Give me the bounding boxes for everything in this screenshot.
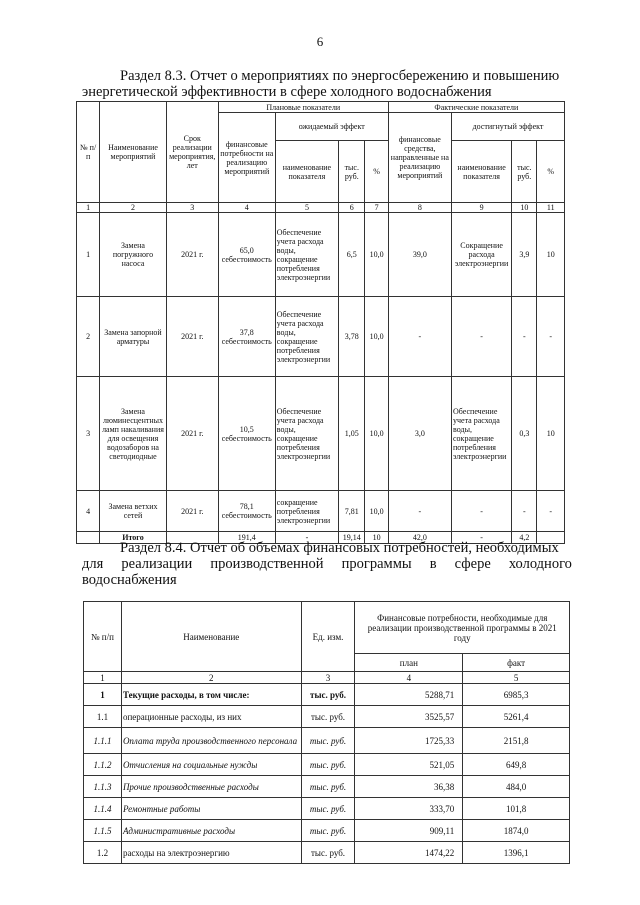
cell-plan: 333,70 (355, 798, 463, 820)
header-unit: Ед. изм. (301, 602, 355, 672)
cell-fact: 484,0 (463, 776, 570, 798)
cell-fin: 78,1 себестоимость (218, 491, 275, 532)
cell-no: 1 (84, 684, 122, 706)
col-number: 10 (512, 203, 537, 213)
col-number: 9 (452, 203, 512, 213)
col-number: 3 (166, 203, 218, 213)
cell-plan: 36,38 (355, 776, 463, 798)
cell-no: 1.2 (84, 842, 122, 864)
cell-name: Отчисления на социальные нужды (121, 754, 301, 776)
header-planned: Плановые показатели (218, 102, 388, 113)
header-ach-name: наименование показателя (452, 141, 512, 203)
cell-no: 1.1.2 (84, 754, 122, 776)
table-row (77, 491, 565, 532)
cell-ach: Сокращение расхода электроэнергии (452, 213, 512, 297)
cell-unit: тыс. руб. (301, 728, 355, 754)
table-row (84, 842, 570, 864)
table-row (77, 297, 565, 377)
cell-pct: 10,0 (365, 491, 388, 532)
col-number: 5 (463, 672, 570, 684)
table-row (84, 754, 570, 776)
col-number: 7 (365, 203, 388, 213)
cell-plan: 1474,22 (355, 842, 463, 864)
cell-ths: 1,05 (339, 377, 365, 491)
cell-name: Замена запорной арматуры (100, 297, 167, 377)
cell-name: Прочие производственные расходы (121, 776, 301, 798)
header-ach-ths: тыс. руб. (512, 141, 537, 203)
cell-ths: 3,78 (339, 297, 365, 377)
cell-no: 1.1.3 (84, 776, 122, 798)
cell-fact: 3,0 (388, 377, 451, 491)
col-number: 1 (77, 203, 100, 213)
col-number: 11 (537, 203, 565, 213)
cell-effect: Обеспечение учета расхода воды, сокращение потребления электроэнергии (275, 213, 338, 297)
cell-name: Замена ветхих сетей (100, 491, 167, 532)
cell-name: Ремонтные работы (121, 798, 301, 820)
cell-no: 2 (77, 297, 100, 377)
cell-ach-pct: 10 (537, 213, 565, 297)
cell-effect: сокращение потребления электроэнергии (275, 491, 338, 532)
cell-ach-ths: - (512, 297, 537, 377)
cell-name: расходы на электроэнергию (121, 842, 301, 864)
total-ach-ths: 4,2 (512, 532, 537, 544)
table-row (77, 377, 565, 491)
title-word: в (429, 556, 437, 572)
cell-pct: 10,0 (365, 297, 388, 377)
total-label: Итого (100, 532, 167, 544)
page-number: 6 (316, 34, 324, 49)
cell-no: 1.1 (84, 706, 122, 728)
table-row (84, 684, 570, 706)
cell-fin: 10,5 себестоимость (218, 377, 275, 491)
header-ach-pct: % (537, 141, 565, 203)
cell-name: Замена люминесцентных ламп накаливания для освещения водозаборов на светодиодные (100, 377, 167, 491)
header-actual: Фактические показатели (388, 102, 564, 113)
cell-name: Оплата труда производственного персонала (121, 728, 301, 754)
table-row (84, 798, 570, 820)
header-achieved: достигнутый эффект (452, 113, 565, 141)
cell-effect: Обеспечение учета расхода воды, сокращение потребления электроэнергии (275, 377, 338, 491)
cell-ach: Обеспечение учета расхода воды, сокращение потребления электроэнергии (452, 377, 512, 491)
table-row (84, 820, 570, 842)
title-line: водоснабжения (82, 572, 177, 588)
title-word: холодного (508, 556, 572, 572)
cell-ach-pct: 10 (537, 377, 565, 491)
cell-fact: 101,8 (463, 798, 570, 820)
cell-term: 2021 г. (166, 297, 218, 377)
cell-unit: тыс. руб. (301, 754, 355, 776)
total-fact: 42,0 (388, 532, 451, 544)
header-fact: факт (463, 654, 570, 672)
cell-unit: тыс. руб. (301, 842, 355, 864)
header-expected: ожидаемый эффект (275, 113, 388, 141)
cell-ach-ths: 3,9 (512, 213, 537, 297)
cell-name: операционные расходы, из них (121, 706, 301, 728)
cell-no: 1.1.4 (84, 798, 122, 820)
cell-fact: 1396,1 (463, 842, 570, 864)
total-effect: - (275, 532, 338, 544)
col-number: 4 (355, 672, 463, 684)
header-pct: % (365, 141, 388, 203)
cell-no: 3 (77, 377, 100, 491)
financial-needs-table (83, 601, 570, 864)
table-row (84, 706, 570, 728)
col-number: 2 (100, 203, 167, 213)
cell-pct: 10,0 (365, 377, 388, 491)
title-word: программы (341, 556, 412, 572)
cell-ach: - (452, 491, 512, 532)
cell-fact: 649,8 (463, 754, 570, 776)
cell-fact: 5261,4 (463, 706, 570, 728)
cell-ach-pct: - (537, 297, 565, 377)
column-numbers-row (84, 672, 570, 684)
header-no: № п/п (84, 602, 122, 672)
cell-term: 2021 г. (166, 377, 218, 491)
col-number: 2 (121, 672, 301, 684)
header-name: Наименование (121, 602, 301, 672)
header-fin: Финансовые потребности, необходимые для реализации производственной программы в 2021 году (355, 602, 570, 654)
cell-plan: 5288,71 (355, 684, 463, 706)
cell-plan: 909,11 (355, 820, 463, 842)
cell-no: 1.1.5 (84, 820, 122, 842)
col-number: 5 (275, 203, 338, 213)
col-number: 6 (339, 203, 365, 213)
cell-ach-ths: 0,3 (512, 377, 537, 491)
cell-fact: 39,0 (388, 213, 451, 297)
cell-term: 2021 г. (166, 213, 218, 297)
header-no: № п/п (77, 102, 100, 203)
total-ths: 19,14 (339, 532, 365, 544)
header-term: Срок реализации мероприятия, лет (166, 102, 218, 203)
section-8-4-title (82, 540, 572, 588)
cell-plan: 1725,33 (355, 728, 463, 754)
cell-no: 4 (77, 491, 100, 532)
cell-plan: 3525,57 (355, 706, 463, 728)
cell-effect: Обеспечение учета расхода воды, сокращение потребления электроэнергии (275, 297, 338, 377)
title-word: реализации (121, 556, 193, 572)
total-ach: - (452, 532, 512, 544)
cell-ths: 7,81 (339, 491, 365, 532)
cell-pct: 10,0 (365, 213, 388, 297)
cell-no: 1 (77, 213, 100, 297)
header-name: Наименование мероприятий (100, 102, 167, 203)
cell-fact: 2151,8 (463, 728, 570, 754)
cell-ach-pct: - (537, 491, 565, 532)
cell-name: Административные расходы (121, 820, 301, 842)
cell-fact: 1874,0 (463, 820, 570, 842)
total-pct: 10 (365, 532, 388, 544)
cell-ths: 6,5 (339, 213, 365, 297)
col-number: 1 (84, 672, 122, 684)
cell-fact: - (388, 297, 451, 377)
title-word: для (82, 556, 104, 572)
table-row (84, 776, 570, 798)
cell-unit: тыс. руб. (301, 776, 355, 798)
cell-plan: 521,05 (355, 754, 463, 776)
cell-unit: тыс. руб. (301, 706, 355, 728)
header-eff-name: наименование показателя (275, 141, 338, 203)
header-fin-need: финансовые потребности на реализацию мероприятий (218, 113, 275, 203)
cell-name: Текущие расходы, в том числе: (121, 684, 301, 706)
cell-term: 2021 г. (166, 491, 218, 532)
cell-unit: тыс. руб. (301, 684, 355, 706)
header-fin-means: финансовые средства, направленные на реализацию мероприятий (388, 113, 451, 203)
column-numbers-row (77, 203, 565, 213)
section-8-3-title: Раздел 8.3. Отчет о мероприятиях по энергосбережению и повышению энергетической эффективности в сфере холодного водоснабжения (82, 68, 560, 100)
col-number: 4 (218, 203, 275, 213)
cell-fin: 65,0 себестоимость (218, 213, 275, 297)
title-line: Раздел 8.4. Отчет об объемах финансовых потребностей, необходимых (120, 540, 559, 556)
cell-fact: - (388, 491, 451, 532)
cell-unit: тыс. руб. (301, 820, 355, 842)
cell-fin: 37,8 себестоимость (218, 297, 275, 377)
energy-saving-table (76, 101, 565, 544)
cell-no: 1.1.1 (84, 728, 122, 754)
title-line (82, 556, 572, 572)
title-word: сфере (454, 556, 491, 572)
total-fin: 191,4 (218, 532, 275, 544)
title-word: производственной (210, 556, 324, 572)
header-ths: тыс. руб. (339, 141, 365, 203)
cell-unit: тыс. руб. (301, 798, 355, 820)
cell-ach-ths: - (512, 491, 537, 532)
cell-fact: 6985,3 (463, 684, 570, 706)
table-row (77, 213, 565, 297)
cell-ach: - (452, 297, 512, 377)
col-number: 8 (388, 203, 451, 213)
header-plan: план (355, 654, 463, 672)
cell-name: Замена погружного насоса (100, 213, 167, 297)
col-number: 3 (301, 672, 355, 684)
table-row (84, 728, 570, 754)
